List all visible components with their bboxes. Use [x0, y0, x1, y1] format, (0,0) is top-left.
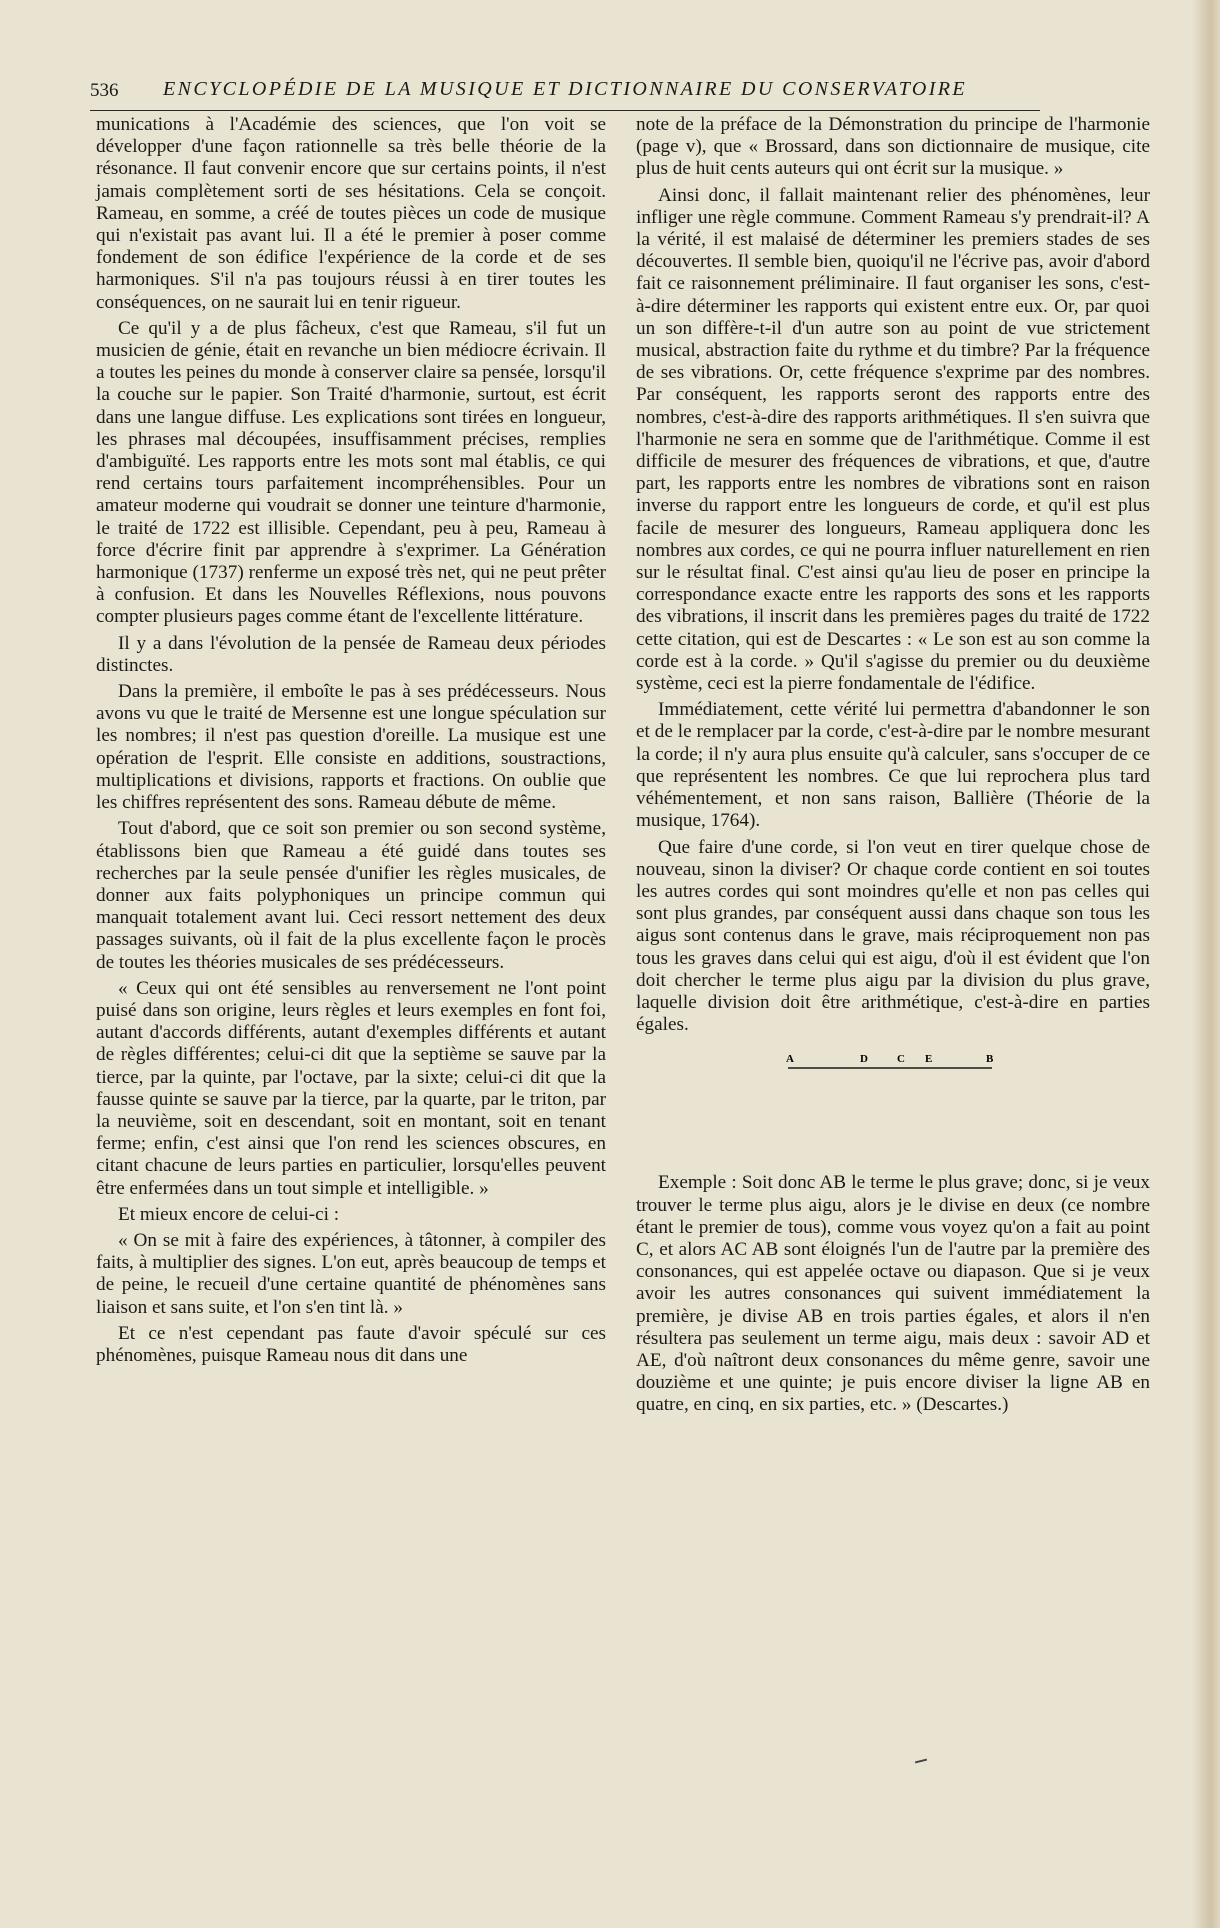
right-column	[636, 114, 1150, 1421]
left-column	[96, 114, 606, 1371]
label-d: D	[860, 1053, 868, 1066]
paragraph: Immédiatement, cette vérité lui permettra d'abandonner le son et de le remplacer par la corde, c'est-à-dire par le nombre mesurant la corde; il n'y aura plus ensuite qu'à calculer, sans s'occuper de ce que représentent les nombres. Ce que lui reprochera plus tard véhémentement, et non sans raison, Ballière (Théorie de la musique, 1764).	[636, 699, 1150, 832]
paragraph: Et mieux encore de celui-ci :	[118, 1203, 340, 1225]
page-number: 536	[90, 80, 119, 101]
string-division-diagram	[636, 1046, 1150, 1166]
paragraph: Ainsi donc, il fallait maintenant relier des phénomènes, leur infliger une règle commune. Comment Rameau s'y prendrait-il? A la vérité, il est malaisé de déterminer les premiers stades de ses découvertes. Il semble bien, quoiqu'il ne l'écrive pas, avoir d'abord fait ce raisonnement préliminaire. Il faut organiser les sons, c'est-à-dire déterminer les rapports qui existent entre eux. Or, par quoi un son diffère-t-il d'un autre son au point de vue strictement musical, abstraction faite du rythme et du timbre? Par la fréquence de ses vibrations. Or, cette fréquence s'exprime par des nombres. Par conséquent, les rapports seront des rapports entre des nombres, c'est-à-dire des rapports arithmétiques. Il s'en suivra que l'harmonie ne sera en somme que de l'arithmétique. Comme il est difficile de mesurer des fréquences de vibrations, et que, d'autre part, les rapports entre les nombres de vibrations sont en raison inverse du rapport entre les longueurs de corde, et qu'il est plus facile de mesurer des longueurs, Rameau appliquera donc les nombres aux cordes, ce qui ne pourra influer naturellement en rien sur le résultat final. C'est ainsi qu'au lieu de poser en principe la correspondance exacte entre les rapports des sons et les rapports des vibrations, il inscrit dans les premières pages du traité de 1722 cette citation, qui est de Descartes : « Le son est au son comme la corde est à la corde. » Qu'il s'agisse du premier ou du deuxième système, ceci est la pierre fondamentale de l'édifice.	[636, 184, 1150, 695]
paragraph: Et ce n'est cependant pas faute d'avoir spéculé sur ces phénomènes, puisque Rameau nous dit dans une	[96, 1322, 606, 1366]
paragraph: note de la préface de la Démonstration du principe de l'harmonie (page v), que « Brossard, dans son dictionnaire de musique, cite plus de huit cents auteurs qui ont écrit sur la musique. »	[636, 114, 1150, 180]
label-b: B	[986, 1053, 994, 1066]
paragraph: Que faire d'une corde, si l'on veut en tirer quelque chose de nouveau, sinon la diviser? Or chaque corde contient en soi toutes les autres cordes qui sont moindres qu'elle et non pas celles qui sont plus grandes, par conséquent aussi dans chaque son tous les aigus sont contenus dans le grave, mais réciproquement non pas tous les graves dans celui qui est aigu, d'où il est évident que l'on doit chercher le terme plus aigu par la division du plus grave, laquelle division doit être arithmétique, c'est-à-dire en parties égales.	[636, 836, 1150, 1036]
label-a: A	[786, 1053, 794, 1066]
quotation: « Ceux qui ont été sensibles au renversement ne l'ont point puisé dans son origine, leurs règles et leurs exemples en font foi, autant d'accords différents, autant d'exemples différents et autant de règles différentes; celui-ci dit que la septième se sauve par la tierce, par la quinte, par l'octave, par la sixte; celui-ci dit que la fausse quinte se sauve par la tierce, par la quarte, par le triton, par la neuvième, soit en descendant, soit en montant, soit en tenant ferme; enfin, c'est ainsi que l'on rend les sciences obscures, en citant chacune de leurs parties en particulier, lorsqu'elles peuvent être enfermées dans un tout simple et intelligible. »	[96, 977, 606, 1199]
running-title: ENCYCLOPÉDIE DE LA MUSIQUE ET DICTIONNAIRE DU CONSERVATOIRE	[162, 78, 967, 100]
paragraph: Tout d'abord, que ce soit son premier ou son second système, établissons bien que Rameau a été guidé dans toutes ses recherches par la seule pensée d'unifier les règles musicales, de donner aux faits polyphoniques un principe commun qui manquait totalement avant lui. Ceci ressort nettement des deux passages suivants, où il fait de la plus excellente façon le procès de toutes les théories musicales de ses prédécesseurs.	[96, 818, 606, 973]
paragraph: Dans la première, il emboîte le pas à ses prédécesseurs. Nous avons vu que le traité de Mersenne est une longue spéculation sur les nombres; il n'est pas question d'oreille. La musique est une opération de l'esprit. Elle consiste en additions, soustractions, multiplications et divisions, rapports et fractions. On oublie que les chiffres représentent des sons. Rameau débute de même.	[96, 681, 606, 814]
paragraph: Exemple : Soit donc AB le terme le plus grave; donc, si je veux trouver le terme plus aigu, alors je le divise en deux (ce nombre étant le premier de tous), comme vous voyez qu'on a fait au point C, et alors AC AB sont éloignés l'un de l'autre par la première des consonances, qui est appelée octave ou diapason. Que si je veux avoir les autres consonances qui suivent immédiatement la première, je divise AB en trois parties égales, et alors il n'en résultera pas seulement un terme aigu, mais deux : savoir AD et AE, d'où naîtront deux consonances du même genre, savoir une douzième et une quinte; je puis encore diviser la ligne AB en quatre, en cinq, en six parties, etc. » (Descartes.)	[636, 1172, 1150, 1416]
paragraph: munications à l'Académie des sciences, que l'on voit se développer d'une façon rationnelle sa très belle théorie de la résonance. Il faut convenir encore que sur certains points, il n'est jamais complètement sorti de ses hésitations. Cela se conçoit. Rameau, en somme, a créé de toutes pièces un code de musique qui n'existait pas avant lui. Il a été le premier à poser comme fondement de son édifice l'expérience de la corde et de ses harmoniques. S'il n'a pas toujours réussi à en tirer toutes les conséquences, on ne saurait lui en tenir rigueur.	[96, 114, 606, 313]
paragraph: Il y a dans l'évolution de la pensée de Rameau deux périodes distinctes.	[96, 632, 606, 676]
page-edge	[1192, 0, 1220, 1928]
label-c: C	[897, 1053, 905, 1066]
running-header	[90, 76, 1040, 111]
paragraph: Ce qu'il y a de plus fâcheux, c'est que Rameau, s'il fut un musicien de génie, était en revanche un bien médiocre écrivain. Il a toutes les peines du monde à conserver claire sa pensée, lorsqu'il la couche sur le papier. Son Traité d'harmonie, surtout, est écrit dans une langue diffuse. Les explications sont tirées en longueur, les phrases mal découpées, insuffisamment précises, remplies d'ambiguïté. Les rapports entre les mots sont mal établis, ce qui rend certains tours parfaitement incompréhensibles. Pour un amateur moderne qui voudrait se donner une teinture d'harmonie, le traité de 1722 est illisible. Cependant, peu à peu, Rameau à force d'écrire finit par apprendre à s'exprimer. La Génération harmonique (1737) renferme un exposé très net, qui ne peut prêter à confusion. Et dans les Nouvelles Réflexions, nous pouvons compter plusieurs pages comme étant de l'excellente littérature.	[96, 317, 606, 628]
label-e: E	[925, 1053, 933, 1066]
ink-mark	[915, 1759, 927, 1764]
diagram-svg	[636, 1046, 1150, 1166]
quotation: « On se mit à faire des expériences, à tâtonner, à compiler des faits, à multiplier des signes. L'on eut, après beaucoup de temps et de peine, le recueil d'une certaine quantité de phénomènes sans liaison et sans suite, et l'on s'en tint là. »	[96, 1229, 606, 1318]
